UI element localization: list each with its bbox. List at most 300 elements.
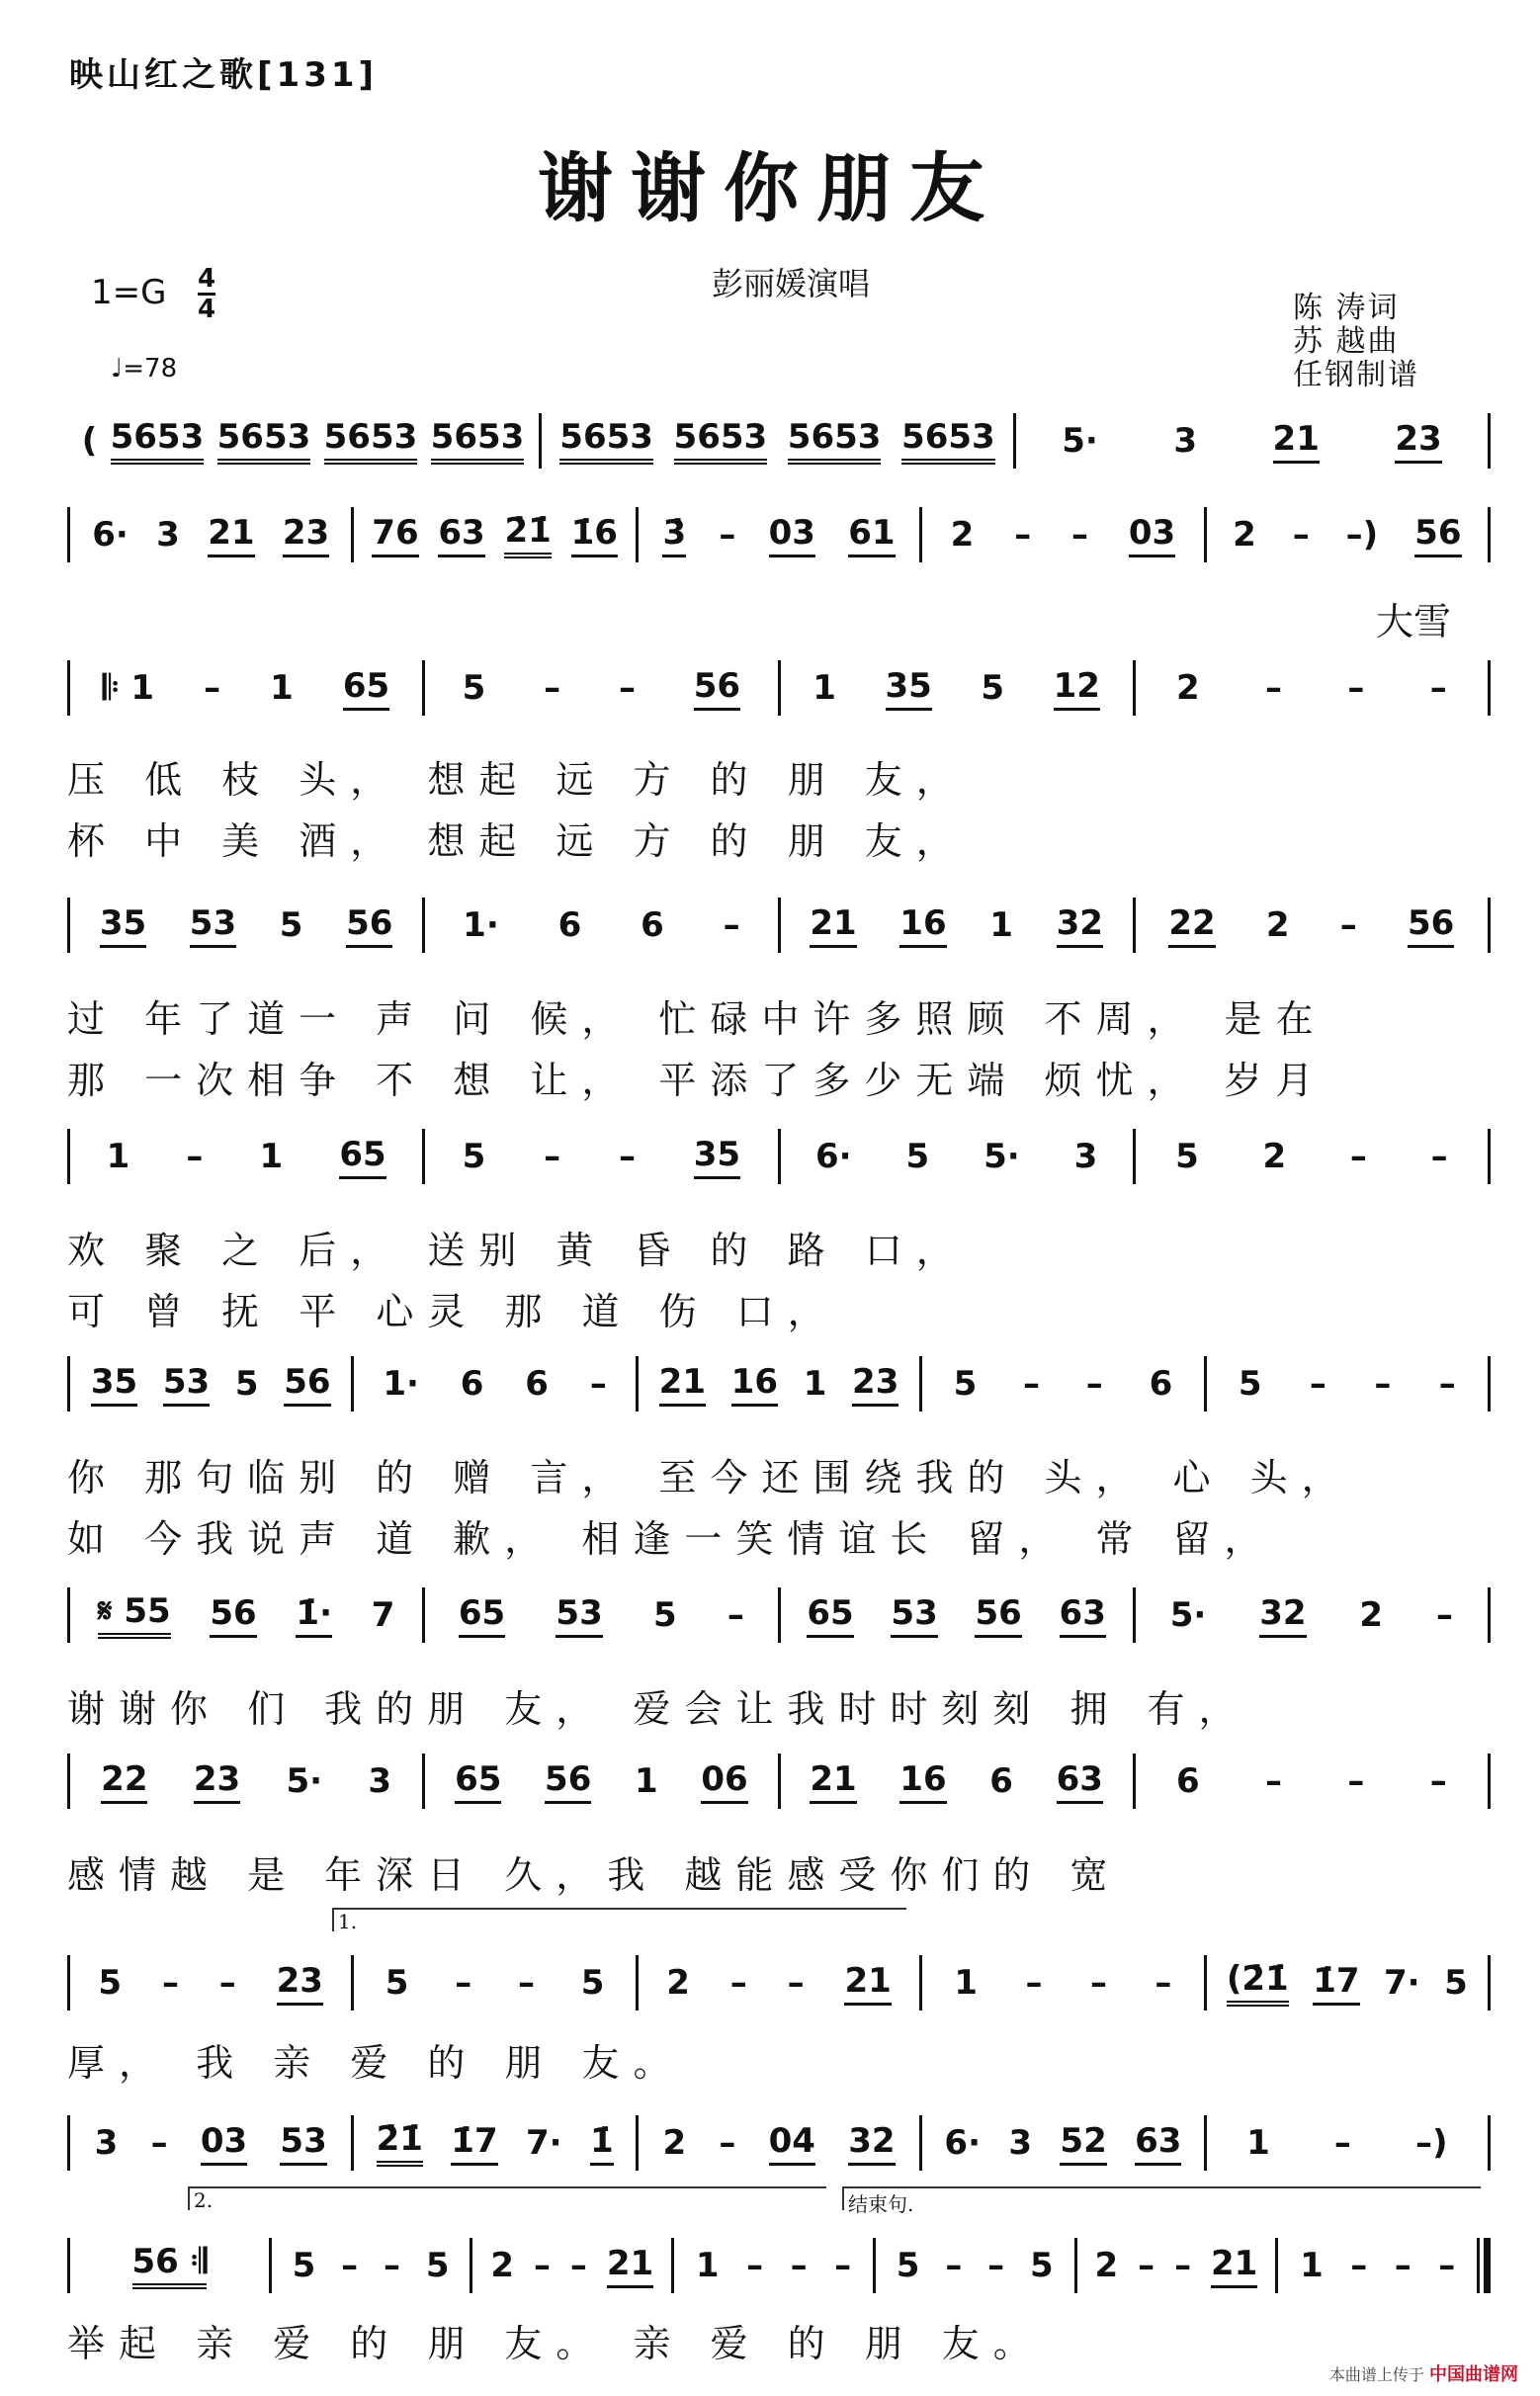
notation-row (67, 1580, 1491, 1651)
note: 53 (163, 1362, 210, 1407)
note: 5653 (674, 417, 768, 465)
note: – (1071, 515, 1088, 555)
measure (354, 2119, 635, 2167)
measure (70, 666, 422, 711)
note: 23 (277, 1961, 323, 2006)
note: 21 (607, 2244, 653, 2288)
note: 53 (280, 2121, 326, 2166)
note: 1 (1300, 2246, 1324, 2285)
note: 1̇7 (1313, 1961, 1359, 2006)
note: 5· (1062, 421, 1098, 461)
note: 21 (1273, 419, 1320, 464)
note: 5653 (431, 417, 525, 465)
lyric-row-9: 厚， 我 亲 爱 的 朋 友。 (67, 2041, 685, 2085)
note: 16 (899, 903, 946, 948)
note: 32 (1259, 1593, 1306, 1638)
note: – (384, 2246, 400, 2285)
note: 06 (701, 1759, 747, 1804)
note: – (1339, 905, 1357, 945)
measure (674, 2246, 873, 2285)
measure (1077, 2244, 1276, 2288)
measure (1207, 513, 1488, 557)
note: – (218, 1963, 236, 2003)
note: 6 (989, 1761, 1013, 1801)
footer-site-logo: 中国曲谱网 (1429, 2364, 1518, 2385)
measure (781, 1593, 1133, 1638)
note: 76 (372, 513, 418, 557)
barline (1488, 1356, 1491, 1412)
lyric-row-6a: 你 那句临别 的 赠 言， 至今还围绕我的 头， 心 头， (67, 1456, 1353, 1499)
note: 1 (813, 668, 836, 708)
note: – (746, 2246, 764, 2285)
note: 63 (438, 513, 484, 557)
lyric-row-4b: 那 一次相争 不 想 让， 平添了多少无端 烦忧， 岁月 (67, 1059, 1327, 1102)
measure (781, 903, 1133, 948)
measure (425, 1593, 777, 1638)
note: (2̇1̇ (1227, 1959, 1289, 2007)
measure (922, 513, 1203, 557)
measure (354, 511, 635, 558)
measure (70, 1362, 351, 1407)
note: 5653 (217, 417, 311, 465)
note: 5 (385, 1963, 409, 2003)
note: – (1174, 2246, 1192, 2285)
note: 1· (383, 1364, 419, 1404)
tempo-marking: ♩=78 (111, 354, 178, 384)
note: – (1023, 1364, 1041, 1404)
note: 21 (659, 1362, 706, 1407)
note: – (517, 1963, 535, 2003)
note: 2 (662, 2123, 687, 2163)
note: 3 (156, 515, 180, 555)
measure (781, 1137, 1133, 1176)
note: 7 (371, 1595, 395, 1635)
note: – (618, 1137, 636, 1176)
note: 𝄋 55 (98, 1591, 171, 1639)
note: – (787, 1963, 805, 2003)
note: – (1436, 1595, 1453, 1635)
note: – (341, 2246, 359, 2285)
note: – (544, 668, 561, 708)
note: – (834, 2246, 852, 2285)
note: 5 (1030, 2246, 1054, 2285)
note: 1̇6 (571, 513, 618, 557)
note: – (1155, 1963, 1172, 2003)
note: 7· (1384, 1963, 1420, 2003)
measure (1136, 1761, 1488, 1801)
note: 65 (807, 1593, 853, 1638)
note: 1 (803, 1364, 827, 1404)
measure (70, 513, 351, 557)
barline (1488, 1587, 1491, 1643)
note: – (1350, 2246, 1368, 2285)
note: 22 (101, 1759, 147, 1804)
measure (70, 2242, 269, 2289)
singer-credit: 彭丽媛演唱 (711, 265, 870, 302)
lyric-row-4a: 过 年了道一 声 问 候， 忙碌中许多照顾 不周， 是在 (67, 997, 1327, 1041)
barline (1488, 1955, 1491, 2011)
note: – (987, 2246, 1005, 2285)
measure (639, 513, 919, 557)
measure (70, 903, 422, 948)
note: 2 (1262, 1137, 1287, 1176)
measure (70, 1961, 351, 2006)
note: – (1265, 668, 1282, 708)
note: – (1429, 668, 1447, 708)
note: – (729, 1963, 747, 2003)
note: 5 (462, 1137, 486, 1176)
measure (425, 666, 777, 711)
measure (542, 417, 1013, 465)
lyric-row-5b: 可 曾 抚 平 心灵 那 道 伤 口， (67, 1290, 839, 1333)
note: 5· (286, 1761, 323, 1801)
note: 21 (810, 1759, 856, 1804)
note: 61 (848, 513, 895, 557)
note: 56 (284, 1362, 330, 1407)
measure (70, 1135, 422, 1179)
note: 2 (490, 2246, 515, 2285)
note: 1̇ (590, 2121, 614, 2166)
note: 5 (462, 668, 486, 708)
note: 5· (1169, 1595, 1207, 1635)
note: – (455, 1963, 472, 2003)
note: – (945, 2246, 963, 2285)
note: 21 (844, 1961, 891, 2006)
note: 22 (1168, 903, 1215, 948)
note: 2 (1359, 1595, 1384, 1635)
note: – (569, 2246, 587, 2285)
note: – (727, 1595, 744, 1635)
note: 56 𝄇 (132, 2242, 208, 2289)
barline (1488, 1754, 1491, 1809)
measure (1136, 903, 1488, 948)
note: 03 (769, 513, 815, 557)
measure (1278, 2246, 1477, 2285)
note: 5 (953, 1364, 978, 1404)
measure (1136, 668, 1488, 708)
note: – (1333, 2123, 1351, 2163)
note: 12 (1054, 666, 1100, 711)
note: 1 (954, 1963, 979, 2003)
note: 03 (201, 2121, 247, 2166)
lyricist-credit: 陈 涛词 (1293, 291, 1400, 325)
note: – (1438, 1364, 1456, 1404)
note: 23 (1395, 419, 1441, 464)
note: 2̇1̇ (504, 511, 551, 558)
note: 1̇· (296, 1593, 332, 1638)
note: 56 (975, 1593, 1021, 1638)
notation-row (67, 1121, 1491, 1192)
note: 5 (1238, 1364, 1262, 1404)
note: 03 (1129, 513, 1175, 557)
note: 65 (339, 1135, 385, 1179)
note: 65 (455, 1759, 501, 1804)
note: 32 (1057, 903, 1103, 948)
measure (425, 1135, 777, 1179)
note: 𝄆 1 (103, 668, 155, 708)
footer-upload: 本曲谱上传于 (1328, 2365, 1424, 2384)
barline (1488, 507, 1491, 562)
measure (1207, 2123, 1488, 2163)
notation-credit: 任钢制谱 (1293, 358, 1419, 392)
note: 53 (190, 903, 236, 948)
note: 2 (1094, 2246, 1119, 2285)
lyric-row-6b: 如 今我说声 道 歉， 相逢一笑情谊长 留， 常 留， (67, 1517, 1276, 1561)
note: – (1394, 2246, 1412, 2285)
final-barline (1484, 2238, 1491, 2293)
note: 21 (208, 513, 254, 557)
measure (639, 1362, 919, 1407)
note: 56 (210, 1593, 256, 1638)
song-title: 谢谢你朋友 (538, 144, 1002, 232)
note: 1̇7 (451, 2121, 497, 2166)
note: 23 (283, 513, 329, 557)
note: – (618, 668, 636, 708)
note: 65 (343, 666, 389, 711)
series-label: 映山红之歌[131] (69, 55, 379, 95)
measure (922, 1364, 1203, 1404)
note: 56 (1414, 513, 1461, 557)
note: 5 (896, 2246, 920, 2285)
note: 23 (852, 1362, 898, 1407)
volta-ending: 结束句. (842, 2186, 1481, 2210)
measure (922, 1963, 1203, 2003)
note: 3 (1173, 421, 1198, 461)
note: 16 (899, 1759, 946, 1804)
measure (272, 2246, 471, 2285)
note: 7· (526, 2123, 562, 2163)
measure (639, 1961, 919, 2006)
note: 1 (106, 1137, 130, 1176)
measure (781, 1759, 1133, 1804)
note: 5653 (559, 417, 653, 465)
barline (1477, 2238, 1480, 2293)
note: – (1089, 1963, 1107, 2003)
note: 5653 (901, 417, 995, 465)
measure (781, 666, 1133, 711)
notation-row (67, 2107, 1491, 2179)
note: 2 (1233, 515, 1256, 555)
notation-row (67, 1348, 1491, 1419)
lyric-row-3b: 杯 中 美 酒， 想起 远 方 的 朋 友， (67, 819, 968, 863)
note: – (150, 2123, 168, 2163)
notation-row (67, 499, 1491, 570)
note: 3 (368, 1761, 392, 1801)
measure (1207, 1959, 1488, 2007)
note: – (1347, 668, 1365, 708)
measure (1016, 419, 1488, 464)
notation-row (67, 405, 1491, 476)
note: 2 (1175, 668, 1200, 708)
measure (70, 1591, 422, 1639)
note: 5 (652, 1595, 677, 1635)
note: 16 (731, 1362, 778, 1407)
volta-first: 1. (332, 1908, 906, 1931)
measure (1136, 1137, 1488, 1176)
lyric-daxue: 大雪 (1376, 600, 1452, 643)
note: – (723, 905, 740, 945)
measure (876, 2246, 1074, 2285)
measure (70, 1759, 422, 1804)
note: 04 (769, 2121, 815, 2166)
note: – (1085, 1364, 1103, 1404)
note: 6 (1175, 1761, 1200, 1801)
note: 5653 (324, 417, 418, 465)
note: 56 (694, 666, 740, 711)
note: – (186, 1137, 204, 1176)
note: 6 (460, 1364, 484, 1404)
note: 5 (580, 1963, 605, 2003)
barline (1488, 413, 1491, 469)
notation-row (67, 652, 1491, 724)
measure (922, 2121, 1203, 2166)
note: – (1265, 1761, 1282, 1801)
measure (425, 1759, 777, 1804)
note: 23 (194, 1759, 240, 1804)
note: – (1349, 1137, 1367, 1176)
lyric-row-5a: 欢 聚 之 后， 送别 黄 昏 的 路 口， (67, 1229, 968, 1272)
measure (425, 905, 777, 945)
notation-row (67, 2230, 1491, 2301)
note: 35 (100, 903, 146, 948)
note: 21 (1211, 2244, 1257, 2288)
note: 6· (944, 2123, 981, 2163)
note: 56 (1408, 903, 1454, 948)
note: – (1138, 2246, 1155, 2285)
notation-row (67, 890, 1491, 961)
note: – (1438, 2246, 1456, 2285)
note: 63 (1057, 1759, 1103, 1804)
meter-bottom: 4 (198, 295, 216, 324)
note: 2̇1̇ (377, 2119, 423, 2167)
note: 1 (259, 1137, 284, 1176)
measure (472, 2244, 671, 2288)
footer-credit (1329, 2360, 1518, 2386)
note: 3̇ (662, 513, 686, 557)
note: 1 (695, 2246, 720, 2285)
note: 5 (292, 2246, 316, 2285)
note: – (1347, 1761, 1365, 1801)
barline (1488, 898, 1491, 953)
lyric-row-11: 举起 亲 爱 的 朋 友。 亲 爱 的 朋 友。 (67, 2322, 1045, 2365)
note: 5 (1175, 1137, 1199, 1176)
note: 56 (545, 1759, 591, 1804)
notation-row (67, 1947, 1491, 2018)
note: 35 (694, 1135, 740, 1179)
note: 63 (1135, 2121, 1181, 2166)
key-signature: 1=G (91, 273, 167, 312)
note: 5 (98, 1963, 123, 2003)
note: 5 (905, 1137, 930, 1176)
note: 5 (425, 2246, 450, 2285)
lyric-row-7: 谢谢你 们 我的朋 友， 爱会让我时时刻刻 拥 有， (67, 1687, 1250, 1731)
note: 63 (1060, 1593, 1106, 1638)
note: – (1014, 515, 1032, 555)
note: 35 (886, 666, 932, 711)
barline (1488, 660, 1491, 716)
notation-row (67, 1746, 1491, 1817)
note: 32 (848, 2121, 895, 2166)
note: 3 (94, 2123, 119, 2163)
note: – (1374, 1364, 1392, 1404)
note: –) (1414, 2123, 1448, 2163)
note: 2 (666, 1963, 690, 2003)
note: 5 (279, 905, 303, 945)
note: 2 (1265, 905, 1290, 945)
note: – (533, 2246, 551, 2285)
measure (1136, 1593, 1488, 1638)
note: – (719, 2123, 736, 2163)
note: 6· (814, 1137, 852, 1176)
note: –) (1345, 515, 1379, 555)
note: 6 (557, 905, 582, 945)
note: 5 (1444, 1963, 1468, 2003)
note: 1 (1246, 2123, 1270, 2163)
meter-top: 4 (198, 264, 216, 294)
note: 5 (234, 1364, 259, 1404)
note: – (719, 515, 736, 555)
note: – (589, 1364, 607, 1404)
note: 6 (1149, 1364, 1173, 1404)
note: – (790, 2246, 808, 2285)
note: – (1292, 515, 1310, 555)
note: 1 (989, 905, 1013, 945)
note: 1· (463, 905, 499, 945)
note: 6· (92, 515, 128, 555)
note: 1 (270, 668, 294, 708)
note: 53 (556, 1593, 602, 1638)
note: – (1430, 1137, 1448, 1176)
lyric-row-3a: 压 低 枝 头， 想起 远 方 的 朋 友， (67, 758, 968, 802)
note: 56 (346, 903, 392, 948)
volta-second: 2. (188, 2186, 826, 2210)
note: ( (81, 421, 98, 461)
note: – (1025, 1963, 1043, 2003)
note: 6 (641, 905, 664, 945)
composer-credit: 苏 越曲 (1293, 324, 1400, 359)
time-signature (198, 265, 215, 323)
measure (354, 1963, 635, 2003)
note: 35 (91, 1362, 137, 1407)
note: 21 (810, 903, 856, 948)
note: 6 (525, 1364, 549, 1404)
note: 65 (459, 1593, 505, 1638)
measure (639, 2121, 919, 2166)
note: 5· (984, 1137, 1020, 1176)
lyric-row-8: 感情越 是 年深日 久，我 越能感受你们的 宽 (67, 1853, 1122, 1897)
note: – (161, 1963, 179, 2003)
measure (1207, 1364, 1488, 1404)
note: 5 (981, 668, 1005, 708)
note: 52 (1060, 2121, 1106, 2166)
note: 5653 (788, 417, 882, 465)
measure (67, 417, 539, 465)
note: 2 (950, 515, 975, 555)
note: – (204, 668, 221, 708)
note: 5653 (111, 417, 205, 465)
barline (1488, 2115, 1491, 2171)
measure (70, 2121, 351, 2166)
barline (1488, 1129, 1491, 1184)
note: – (1429, 1761, 1447, 1801)
note: – (544, 1137, 561, 1176)
measure (354, 1364, 635, 1404)
note: 3 (1008, 2123, 1033, 2163)
note: 53 (891, 1593, 937, 1638)
note: 3 (1073, 1137, 1098, 1176)
note: 1 (635, 1761, 658, 1801)
note: – (1309, 1364, 1326, 1404)
